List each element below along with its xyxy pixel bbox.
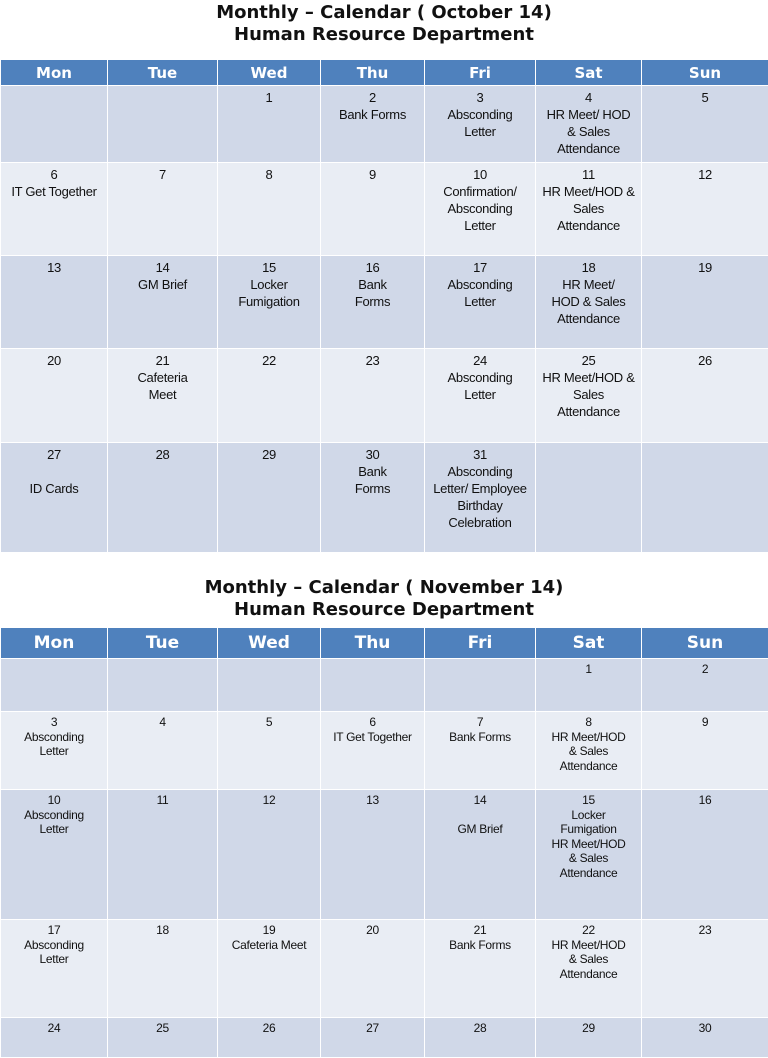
november-week-row — [1, 659, 768, 712]
day-number: 1 — [538, 662, 639, 677]
event-text: Absconding Letter — [3, 938, 105, 967]
october-week-row — [1, 86, 768, 163]
day-number: 5 — [220, 715, 318, 730]
day-number: 16 — [644, 793, 766, 808]
october-header-wed: Wed — [218, 60, 321, 86]
day-number: 24 — [3, 1021, 105, 1036]
day-number: 7 — [427, 715, 533, 730]
november-body — [1, 659, 768, 1058]
event-text: Bank Forms — [427, 938, 533, 953]
day-number: 15 — [538, 793, 639, 808]
october-day-cell — [218, 349, 321, 443]
november-header-mon: Mon — [1, 628, 108, 659]
day-number: 23 — [323, 352, 422, 369]
day-number: 2 — [323, 89, 422, 106]
october-week-row — [1, 349, 768, 443]
october-header-sat: Sat — [536, 60, 642, 86]
november-day-cell — [425, 790, 536, 920]
november-day-cell — [1, 920, 108, 1018]
day-number: 7 — [110, 166, 215, 183]
spacer — [427, 808, 533, 823]
november-day-cell — [108, 712, 218, 790]
day-number: 6 — [3, 166, 105, 183]
event-text: Absconding Letter — [3, 808, 105, 837]
day-number: 23 — [644, 923, 766, 938]
event-text: IT Get Together — [323, 730, 422, 745]
day-number: 17 — [427, 259, 533, 276]
october-day-cell — [536, 86, 642, 163]
day-number: 12 — [220, 793, 318, 808]
october-day-cell — [536, 256, 642, 349]
event-text: Bank Forms — [323, 463, 422, 497]
event-text: Cafeteria Meet — [220, 938, 318, 953]
event-text: IT Get Together — [3, 183, 105, 200]
november-calendar-table — [0, 627, 768, 1058]
event-text: Bank Forms — [323, 276, 422, 310]
november-header-fri: Fri — [425, 628, 536, 659]
november-day-cell — [218, 712, 321, 790]
spacer — [3, 463, 105, 480]
october-title-line2: Human Resource Department — [0, 24, 768, 46]
october-header-sun: Sun — [642, 60, 768, 86]
october-body — [1, 86, 768, 553]
october-day-cell — [642, 349, 768, 443]
october-day-cell — [108, 349, 218, 443]
november-day-cell — [425, 920, 536, 1018]
november-title-line1: Monthly – Calendar ( November 14) — [0, 577, 768, 599]
event-text: Absconding Letter/ Employee Birthday Celebration — [427, 463, 533, 531]
event-text: HR Meet/HOD & Sales Attendance — [538, 183, 639, 234]
october-day-cell — [218, 163, 321, 256]
october-day-cell — [425, 443, 536, 553]
november-header-sun: Sun — [642, 628, 768, 659]
event-text: Absconding Letter — [427, 276, 533, 310]
event-text: ID Cards — [3, 480, 105, 497]
october-day-cell — [321, 443, 425, 553]
october-day-cell — [1, 443, 108, 553]
november-header-wed: Wed — [218, 628, 321, 659]
october-day-cell — [108, 256, 218, 349]
november-day-cell — [218, 790, 321, 920]
day-number: 29 — [538, 1021, 639, 1036]
day-number: 13 — [323, 793, 422, 808]
november-header-thu: Thu — [321, 628, 425, 659]
day-number: 12 — [644, 166, 766, 183]
november-day-cell — [536, 790, 642, 920]
day-number: 28 — [110, 446, 215, 463]
november-day-cell — [642, 712, 768, 790]
november-day-cell — [1, 659, 108, 712]
october-day-cell — [108, 443, 218, 553]
november-day-cell — [536, 659, 642, 712]
november-day-cell — [218, 659, 321, 712]
november-day-cell — [642, 920, 768, 1018]
november-day-cell — [642, 659, 768, 712]
november-day-cell — [108, 790, 218, 920]
october-day-cell — [1, 349, 108, 443]
day-number: 26 — [220, 1021, 318, 1036]
day-number: 20 — [323, 923, 422, 938]
november-day-cell — [321, 790, 425, 920]
day-number: 16 — [323, 259, 422, 276]
day-number: 30 — [323, 446, 422, 463]
day-number: 27 — [323, 1021, 422, 1036]
november-day-cell — [321, 712, 425, 790]
october-header-thu: Thu — [321, 60, 425, 86]
november-day-cell — [425, 712, 536, 790]
day-number: 1 — [220, 89, 318, 106]
october-day-cell — [1, 256, 108, 349]
day-number: 3 — [3, 715, 105, 730]
day-number: 14 — [427, 793, 533, 808]
november-day-cell — [1, 790, 108, 920]
event-text: HR Meet/HOD & Sales Attendance — [538, 730, 639, 774]
day-number: 18 — [538, 259, 639, 276]
day-number: 17 — [3, 923, 105, 938]
october-day-cell — [218, 443, 321, 553]
november-header-tue: Tue — [108, 628, 218, 659]
november-day-cell — [425, 659, 536, 712]
day-number: 15 — [220, 259, 318, 276]
event-text: Cafeteria Meet — [110, 369, 215, 403]
day-number: 10 — [3, 793, 105, 808]
event-text: Absconding Letter — [3, 730, 105, 759]
october-day-cell — [321, 86, 425, 163]
october-day-cell — [321, 163, 425, 256]
november-day-cell — [108, 659, 218, 712]
november-header-sat: Sat — [536, 628, 642, 659]
day-number: 11 — [538, 166, 639, 183]
event-text: Absconding Letter — [427, 369, 533, 403]
october-day-cell — [425, 86, 536, 163]
event-text: Bank Forms — [427, 730, 533, 745]
november-day-cell — [536, 712, 642, 790]
day-number: 2 — [644, 662, 766, 677]
october-calendar-table — [0, 59, 768, 553]
november-week-row — [1, 920, 768, 1018]
event-text: HR Meet/HOD & Sales Attendance — [538, 369, 639, 420]
november-day-cell — [321, 659, 425, 712]
october-header-mon: Mon — [1, 60, 108, 86]
day-number: 4 — [110, 715, 215, 730]
day-number: 26 — [644, 352, 766, 369]
event-text: GM Brief — [427, 822, 533, 837]
october-day-cell — [536, 443, 642, 553]
november-day-cell — [108, 920, 218, 1018]
day-number: 25 — [110, 1021, 215, 1036]
november-day-cell — [536, 920, 642, 1018]
october-header-fri: Fri — [425, 60, 536, 86]
day-number: 9 — [323, 166, 422, 183]
day-number: 21 — [427, 923, 533, 938]
event-text: GM Brief — [110, 276, 215, 293]
day-number: 29 — [220, 446, 318, 463]
day-number: 28 — [427, 1021, 533, 1036]
october-day-cell — [642, 443, 768, 553]
october-day-cell — [425, 163, 536, 256]
day-number: 13 — [3, 259, 105, 276]
day-number: 8 — [220, 166, 318, 183]
november-title-line2: Human Resource Department — [0, 599, 768, 621]
day-number: 9 — [644, 715, 766, 730]
event-text: Absconding Letter — [427, 106, 533, 140]
event-text: HR Meet/ HOD & Sales Attendance — [538, 106, 639, 157]
november-day-cell — [642, 790, 768, 920]
october-day-cell — [218, 86, 321, 163]
october-day-cell — [108, 86, 218, 163]
october-day-cell — [108, 163, 218, 256]
day-number: 6 — [323, 715, 422, 730]
day-number: 22 — [538, 923, 639, 938]
october-day-cell — [536, 349, 642, 443]
day-number: 4 — [538, 89, 639, 106]
day-number: 24 — [427, 352, 533, 369]
november-day-cell — [1, 712, 108, 790]
november-title — [0, 577, 768, 621]
day-number: 3 — [427, 89, 533, 106]
november-day-cell — [321, 920, 425, 1018]
november-week-row — [1, 712, 768, 790]
day-number: 5 — [644, 89, 766, 106]
event-text: HR Meet/ HOD & Sales Attendance — [538, 276, 639, 327]
october-day-cell — [1, 163, 108, 256]
day-number: 18 — [110, 923, 215, 938]
day-number: 8 — [538, 715, 639, 730]
october-week-row — [1, 256, 768, 349]
november-day-cell — [218, 920, 321, 1018]
day-number: 27 — [3, 446, 105, 463]
october-week-row — [1, 163, 768, 256]
october-day-cell — [321, 349, 425, 443]
event-text: Locker Fumigation HR Meet/HOD & Sales Attendance — [538, 808, 639, 881]
event-text: Locker Fumigation — [220, 276, 318, 310]
day-number: 19 — [644, 259, 766, 276]
day-number: 19 — [220, 923, 318, 938]
day-number: 14 — [110, 259, 215, 276]
october-title-line1: Monthly – Calendar ( October 14) — [0, 2, 768, 24]
day-number: 22 — [220, 352, 318, 369]
october-day-cell — [1, 86, 108, 163]
october-day-cell — [218, 256, 321, 349]
day-number: 20 — [3, 352, 105, 369]
november-header-row — [1, 628, 768, 659]
event-text: Bank Forms — [323, 106, 422, 123]
day-number: 31 — [427, 446, 533, 463]
october-day-cell — [642, 163, 768, 256]
event-text: Confirmation/ Absconding Letter — [427, 183, 533, 234]
october-day-cell — [642, 256, 768, 349]
november-week-row — [1, 790, 768, 920]
day-number: 25 — [538, 352, 639, 369]
october-day-cell — [642, 86, 768, 163]
day-number: 11 — [110, 793, 215, 808]
october-day-cell — [425, 256, 536, 349]
october-title — [0, 2, 768, 46]
day-number: 10 — [427, 166, 533, 183]
day-number: 21 — [110, 352, 215, 369]
day-number: 30 — [644, 1021, 766, 1036]
october-day-cell — [321, 256, 425, 349]
october-day-cell — [425, 349, 536, 443]
october-week-row — [1, 443, 768, 553]
october-header-row — [1, 60, 768, 86]
october-header-tue: Tue — [108, 60, 218, 86]
october-day-cell — [536, 163, 642, 256]
event-text: HR Meet/HOD & Sales Attendance — [538, 938, 639, 982]
